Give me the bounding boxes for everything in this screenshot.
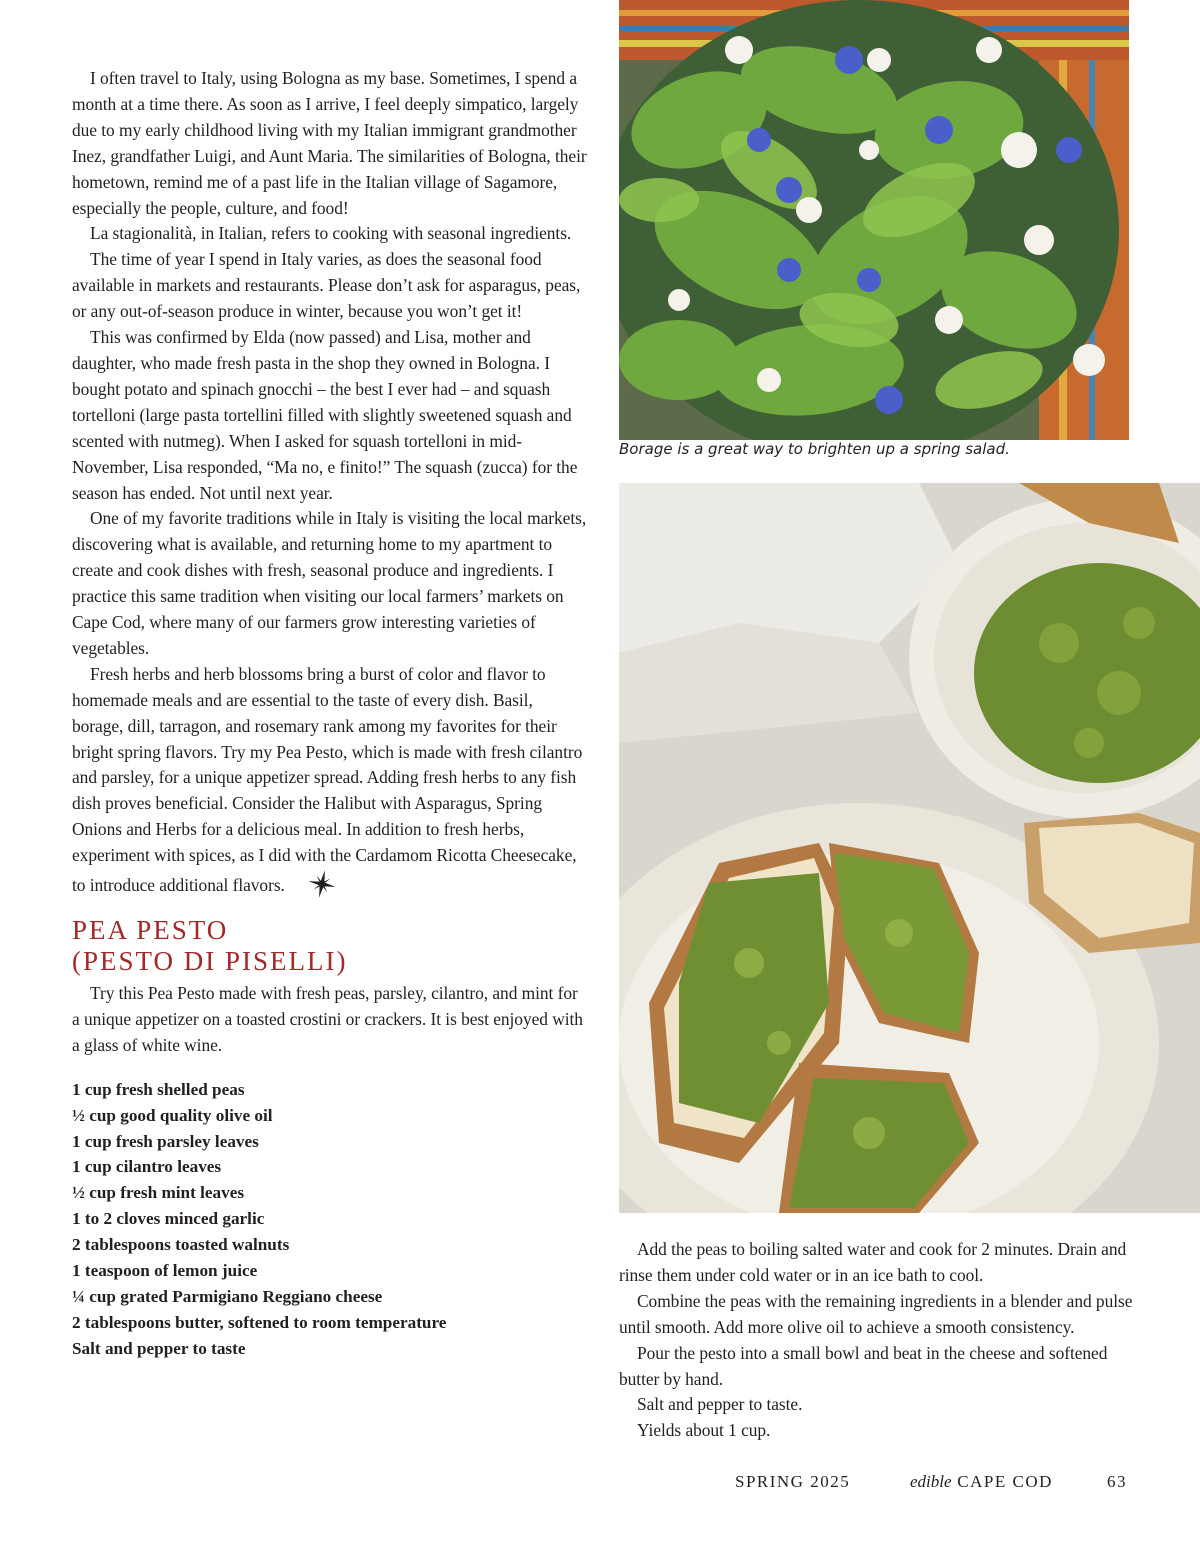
recipe-title-line-1: PEA PESTO [72, 915, 229, 945]
footer-brand: edible [910, 1472, 952, 1491]
recipe-intro: Try this Pea Pesto made with fresh peas, parsley, cilantro, and mint for a unique appetizer on a toasted crostini or crackers. It is best enjoyed with a glass of white wine. [72, 983, 583, 1055]
footer-magazine [910, 1472, 1053, 1492]
salad-photo [619, 0, 1129, 440]
page-footer [735, 1472, 1135, 1498]
ingredient-item: 1 cup fresh parsley leaves [72, 1131, 259, 1151]
ingredient-item: Salt and pepper to taste [72, 1338, 246, 1358]
pesto-photo [619, 483, 1200, 1213]
recipe-title-line-2: (PESTO DI PISELLI) [72, 946, 348, 976]
article-paragraph-5: One of my favorite traditions while in Italy is visiting the local markets, discovering what is available, and returning home to my apartment to create and cook dishes with fresh, seasonal produce and ingredients. I practice this same tradition when visiting our local farmers’ markets on Cape Cod, where many of our farmers grow interesting varieties of vegetables. [72, 508, 587, 658]
page-number: 63 [1107, 1472, 1127, 1491]
method-step: Salt and pepper to taste. [637, 1394, 803, 1415]
ingredient-item: ½ cup good quality olive oil [72, 1105, 273, 1125]
ingredient-item: 1 teaspoon of lemon juice [72, 1261, 258, 1281]
recipe-title [72, 915, 587, 977]
footer-season: SPRING 2025 [735, 1472, 851, 1491]
method-step: Pour the pesto into a small bowl and beat in the cheese and softened butter by hand. [619, 1342, 1108, 1389]
ingredient-item: 2 tablespoons butter, softened to room temperature [72, 1312, 447, 1332]
ingredient-item: 2 tablespoons toasted walnuts [72, 1235, 290, 1255]
recipe-method [619, 1237, 1139, 1444]
article-paragraph-6 [72, 662, 587, 907]
method-step: Add the peas to boiling salted water and cook for 2 minutes. Drain and rinse them under cold water or in an ice bath to cool. [619, 1239, 1127, 1285]
article-paragraph-2: La stagionalità, in Italian, refers to cooking with seasonal ingredients. [90, 223, 572, 244]
ingredient-item: ¼ cup grated Parmigiano Reggiano cheese [72, 1286, 383, 1306]
ingredient-item: 1 to 2 cloves minced garlic [72, 1209, 265, 1229]
article-paragraph-3: The time of year I spend in Italy varies, as does the seasonal food available in markets and restaurants. Please don’t ask for asparagus, peas, or any out-of-season produce in winter, because you won’t get it! [72, 249, 581, 322]
star-end-mark-icon [289, 869, 337, 907]
ingredient-item: 1 cup cilantro leaves [72, 1157, 222, 1177]
footer-magazine-name: CAPE COD [957, 1472, 1053, 1491]
ingredient-item: ½ cup fresh mint leaves [72, 1183, 245, 1203]
salad-photo-caption: Borage is a great way to brighten up a spring salad. [619, 440, 1010, 458]
article-paragraph-4: This was confirmed by Elda (now passed) and Lisa, mother and daughter, who made fresh pasta in the shop they owned in Bologna. I bought potato and spinach gnocchi – the best I ever had – and squash tortelloni (large pasta tortellini filled with slightly sweetened squash and scented with nutmeg). When I asked for squash tortelloni in mid-November, Lisa responded, “Ma no, e finito!” The squash (zucca) for the season has ended. Not until next year. [72, 327, 578, 503]
method-step: Yields about 1 cup. [637, 1420, 771, 1441]
article-paragraph-1: I often travel to Italy, using Bologna as my base. Sometimes, I spend a month at a time there. As soon as I arrive, I feel deeply simpatico, largely due to my early childhood living with my Italian immigrant grandmother Inez, grandfather Luigi, and Aunt Maria. The similarities of Bologna, their hometown, remind me of a past life in the Italian village of Sagamore, especially the people, culture, and food! [72, 68, 587, 218]
article-column [72, 66, 587, 1362]
ingredient-item: 1 cup fresh shelled peas [72, 1079, 245, 1099]
ingredient-list [72, 1077, 587, 1362]
method-step: Combine the peas with the remaining ingredients in a blender and pulse until smooth. Add more olive oil to achieve a smooth consistency. [619, 1290, 1133, 1337]
closing-paragraph-text: Fresh herbs and herb blossoms bring a burst of color and flavor to homemade meals and are essential to the taste of every dish. Basil, borage, dill, tarragon, and rosemary rank among my favorites for their bright spring flavors. Try my Pea Pesto, which is made with fresh cilantro and parsley, for a unique appetizer spread. Adding fresh herbs to any fish dish proves beneficial. Consider the Halibut with Asparagus, Spring Onions and Herbs for a delicious meal. In addition to fresh herbs, experiment with spices, as I did with the Cardamom Ricotta Cheesecake, to introduce additional flavors. [72, 663, 583, 896]
